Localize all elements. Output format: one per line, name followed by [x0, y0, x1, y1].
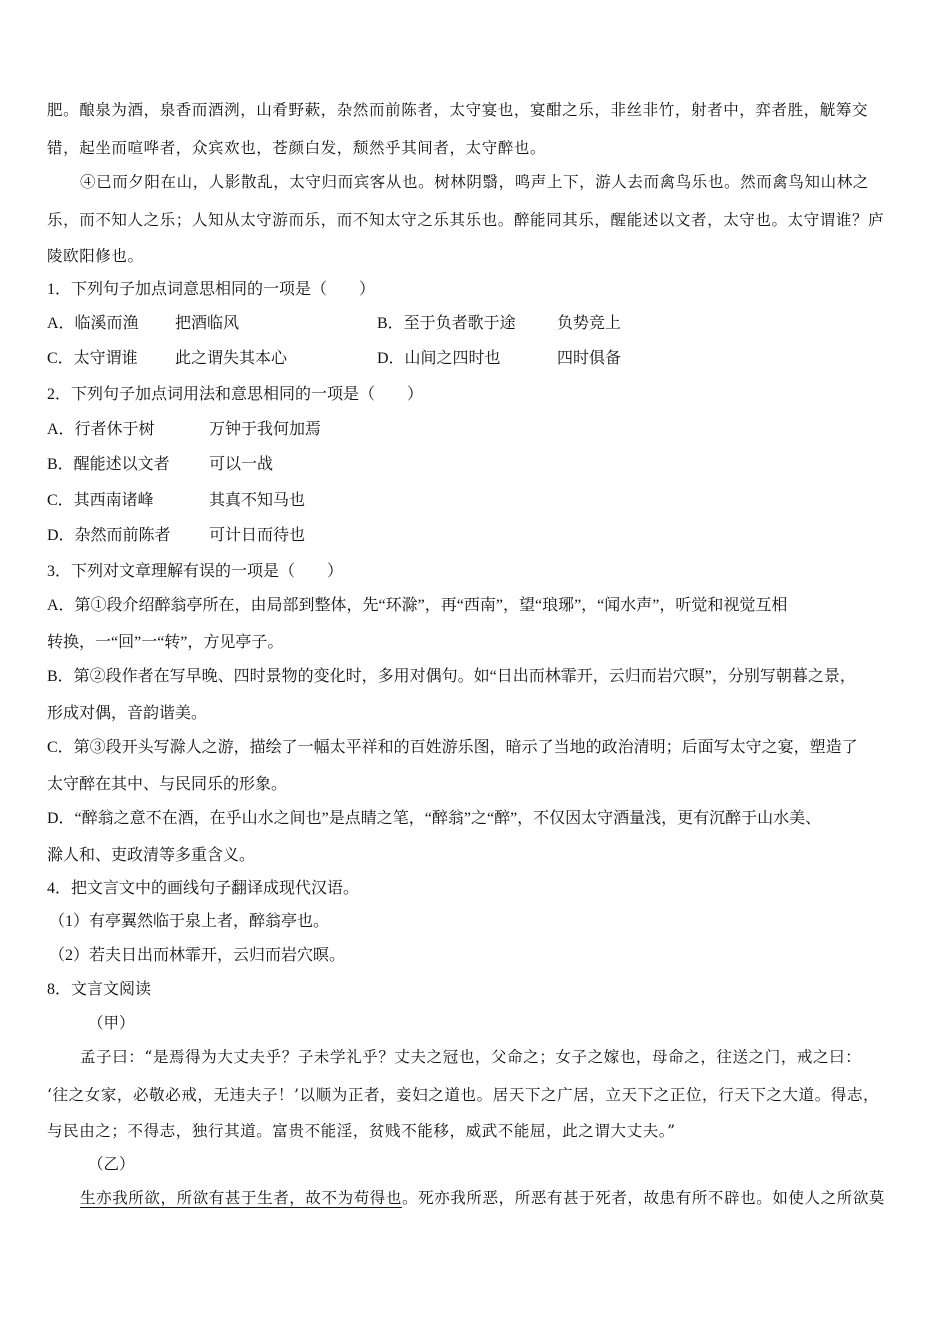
q8-jia-line3: 与民由之；不得志，独行其道。富贵不能淫，贫贱不能移，威武不能屈，此之谓大丈夫。” [47, 1122, 676, 1140]
q4-sentence-2: （2）若夫日出而林霏开，云归而岩穴暝。 [49, 947, 346, 964]
passage-p3-line2: 错，起坐而喧哗者，众宾欢也，苍颜白发，颓然乎其间者，太守醉也。 [47, 139, 547, 157]
q1-stem: 1．下列句子加点词意思相同的一项是（ ） [47, 281, 376, 298]
q2-stem: 2．下列句子加点词用法和意思相同的一项是（ ） [47, 386, 424, 403]
q3-stem: 3．下列对文章理解有误的一项是（ ） [47, 563, 344, 580]
q3-option-d-line2: 滁人和、吏政清等多重含义。 [47, 847, 256, 864]
q8-yi-underlined-sentence: 生亦我所欲，所欲有甚于生者，故不为苟得也 [80, 1189, 403, 1207]
q8-yi-title: （乙） [88, 1155, 135, 1173]
q1-option-b-pair: 负势竞上 [557, 315, 622, 332]
q4-stem: 4．把文言文中的画线句子翻译成现代汉语。 [47, 880, 360, 897]
q2-option-c-pair: 其真不知马也 [209, 492, 306, 509]
q2-option-c: C．其西南诸峰 [47, 492, 154, 509]
q4-sentence-1: （1）有亭翼然临于泉上者，醉翁亭也。 [49, 913, 330, 930]
q3-option-c-line2: 太守醉在其中、与民同乐的形象。 [47, 776, 288, 793]
q3-option-d-line1: D．“醉翁之意不在酒，在乎山水之间也”是点睛之笔，“醉翁”之“醉”，不仅因太守酒量浅，更有沉醉于山水美、 [47, 810, 822, 827]
q3-option-a-line2: 转换，一“回”一“转”，方见亭子。 [47, 634, 284, 651]
q3-option-c-line1: C．第③段开头写滁人之游，描绘了一幅太平祥和的百姓游乐图，暗示了当地的政治清明；后面写太守之宴，塑造了 [47, 739, 858, 756]
q2-option-d-pair: 可计日而待也 [209, 527, 306, 544]
q2-option-b-pair: 可以一战 [209, 456, 274, 473]
q8-jia-line1: 孟子曰：“是焉得为大丈夫乎？子未学礼乎？丈夫之冠也，父命之；女子之嫁也，母命之，往送之门，戒之曰： [80, 1048, 862, 1066]
q2-option-d: D．杂然而前陈者 [47, 527, 171, 544]
q2-option-a-pair: 万钟于我何加焉 [209, 421, 322, 438]
q1-option-d: D．山间之四时也 [377, 350, 501, 367]
q2-option-b: B．醒能述以文者 [47, 456, 170, 473]
passage-p3-line1: 肥。酿泉为酒，泉香而酒洌，山肴野蔌，杂然而前陈者，太守宴也，宴酣之乐，非丝非竹，射者中，弈者胜，觥筹交 [47, 101, 869, 119]
q8-stem: 8．文言文阅读 [47, 981, 152, 998]
q1-option-a: A．临溪而渔 [47, 315, 139, 332]
q1-option-a-pair: 把酒临风 [175, 315, 240, 332]
q1-option-c-pair: 此之谓失其本心 [175, 350, 288, 367]
q1-option-d-pair: 四时俱备 [557, 350, 622, 367]
q8-yi-line1 [80, 1187, 885, 1209]
passage-p4-line1: ④已而夕阳在山，人影散乱，太守归而宾客从也。树林阴翳，鸣声上下，游人去而禽鸟乐也。然而禽鸟知山林之 [80, 173, 869, 191]
q8-jia-line2: ‘往之女家，必敬必戒，无违夫子！’以顺为正者，妾妇之道也。居天下之广居，立天下之正位，行天下之大道。得志， [47, 1086, 880, 1104]
passage-p4-line3: 陵欧阳修也。 [47, 247, 144, 265]
q1-option-b: B．至于负者歌于途 [377, 315, 516, 332]
q3-option-b-line1: B．第②段作者在写早晚、四时景物的变化时，多用对偶句。如“日出而林霏开，云归而岩穴暝”，分别写朝暮之景， [47, 668, 856, 685]
q8-yi-line1-rest: 。死亦我所恶，所恶有甚于死者，故患有所不辟也。如使人之所欲莫 [402, 1189, 886, 1207]
q1-option-c: C．太守谓谁 [47, 350, 138, 367]
q8-jia-title: （甲） [88, 1014, 135, 1032]
passage-p4-line2: 乐，而不知人之乐；人知从太守游而乐，而不知太守之乐其乐也。醉能同其乐，醒能述以文者，太守也。太守谓谁？庐 [47, 211, 885, 229]
q3-option-a-line1: A．第①段介绍醉翁亭所在，由局部到整体，先“环滁”，再“西南”，望“琅琊”，“闻水声”，听觉和视觉互相 [47, 597, 788, 614]
q3-option-b-line2: 形成对偶，音韵谐美。 [47, 705, 208, 722]
q2-option-a: A．行者休于树 [47, 421, 155, 438]
